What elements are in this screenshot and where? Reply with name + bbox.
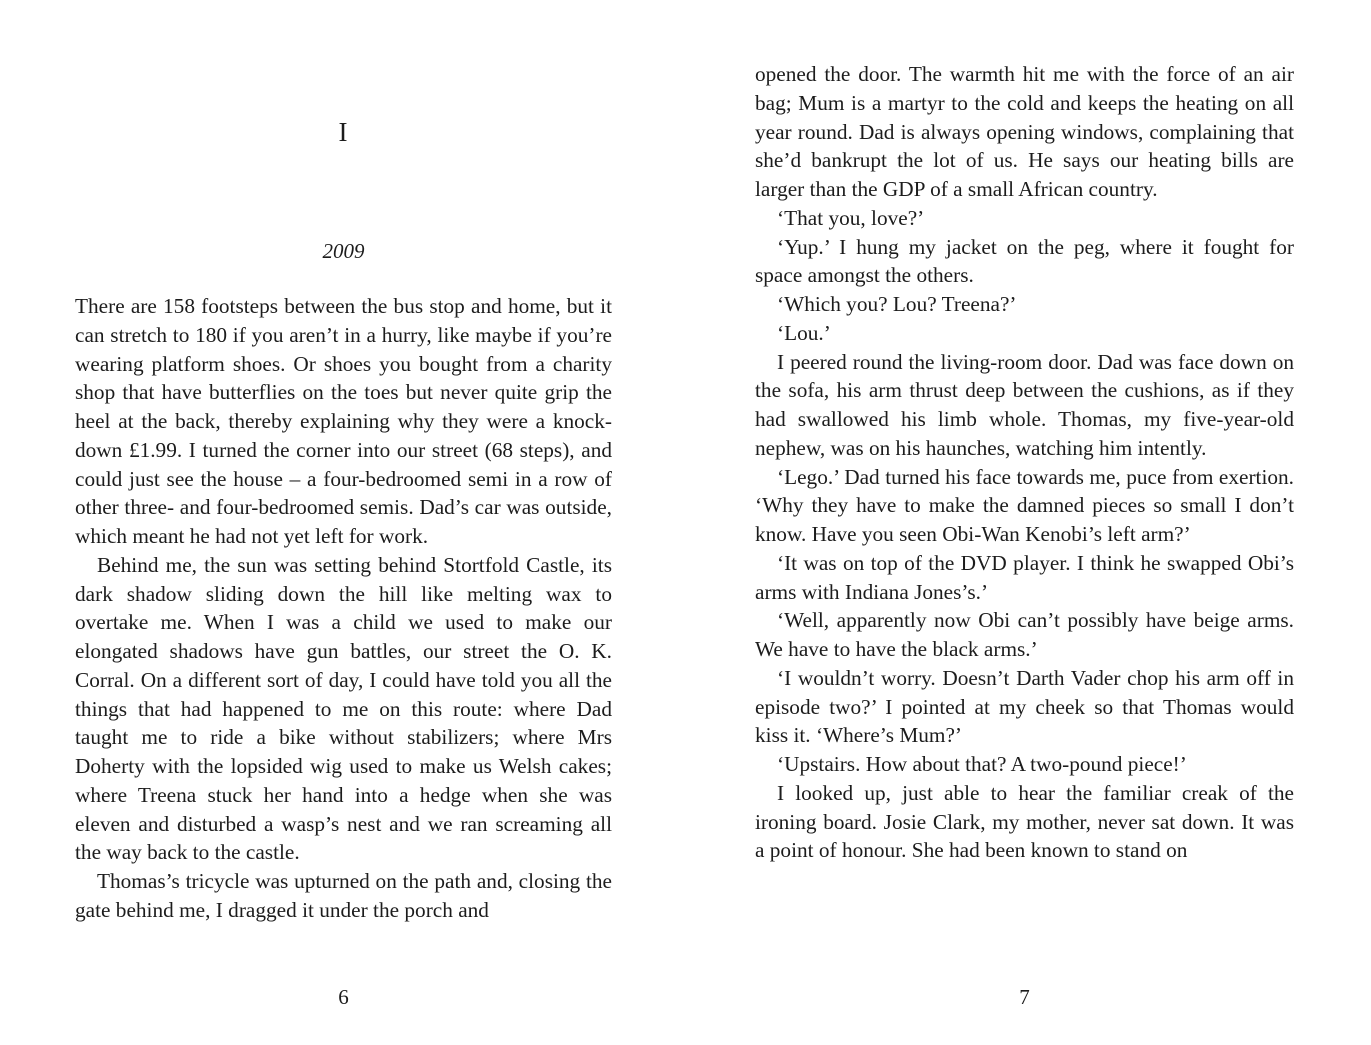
- paragraph: opened the door. The warmth hit me with the force of an air bag; Mum is a martyr to the cold and keeps the heating on all year round. Dad is always opening windows, complaining that she’d bankrupt the lot of us. He says our heating bills are larger than the GDP of a small African country.: [755, 62, 1294, 201]
- paragraph: ‘Which you? Lou? Treena?’: [777, 292, 1017, 316]
- paragraph: ‘Yup.’ I hung my jacket on the peg, where it fought for space amongst the others.: [755, 234, 1294, 288]
- paragraph: ‘Lou.’: [777, 320, 831, 345]
- paragraph: Behind me, the sun was setting behind Stortfold Castle, its dark shadow sliding down the hill like melting wax to overtake me. When I was a child we used to make our elongated shadows have gun battles, our street the O. K. Corral. On a different sort of day, I could have told you all the things that had happened to me on this route: where Dad taught me to ride a bike without stabilizers; where Mrs Doherty with the lopsided wig used to make us Welsh cakes; where Treena stuck her hand into a hedge when she was eleven and disturbed a wasp’s nest and we ran screaming all the way back to the castle.: [75, 552, 612, 865]
- paragraph: ‘It was on top of the DVD player. I think he swapped Obi’s arms with Indiana Jones’s.’: [755, 550, 1294, 604]
- paragraph: There are 158 footsteps between the bus stop and home, but it can stretch to 180 if you aren’t in a hurry, like maybe if you’re wearing platform shoes. Or shoes you bought from a charity shop that have butterflies on the toes but never quite grip the heel at the back, thereby explaining why they were a knock-down £1.99. I turned the corner into our street (68 steps), and could just see the house – a four-bedroomed semi in a row of other three- and four-bedroomed semis. Dad’s car was outside, which meant he had not yet left for work.: [75, 294, 612, 548]
- paragraph: ‘Upstairs. How about that? A two-pound piece!’: [777, 752, 1187, 776]
- paragraph: ‘That you, love?’: [777, 205, 925, 230]
- paragraph: I looked up, just able to hear the familiar creak of the ironing board. Josie Clark, my mother, never sat down. It was a point of honour. She had been known to stand on: [755, 780, 1294, 863]
- page-number-left: 6: [338, 985, 349, 1009]
- page-number-right: 7: [1019, 985, 1030, 1009]
- right-page: [755, 0, 1294, 1045]
- left-page-body: [75, 292, 612, 925]
- paragraph: ‘Lego.’ Dad turned his face towards me, puce from exertion. ‘Why they have to make the damned pieces so small I don’t know. Have you seen Obi-Wan Kenobi’s left arm?’: [755, 464, 1294, 546]
- left-page: [75, 0, 612, 1045]
- paragraph: ‘Well, apparently now Obi can’t possibly have beige arms. We have to have the black arms.’: [755, 608, 1294, 661]
- right-page-body: [755, 60, 1294, 865]
- chapter-year: 2009: [322, 239, 365, 263]
- chapter-number: I: [338, 117, 349, 147]
- paragraph: Thomas’s tricycle was upturned on the path and, closing the gate behind me, I dragged it under the porch and: [75, 869, 612, 922]
- paragraph: ‘I wouldn’t worry. Doesn’t Darth Vader chop his arm off in episode two?’ I pointed at my cheek so that Thomas would kiss it. ‘Where’s Mum?’: [755, 665, 1294, 748]
- paragraph: I peered round the living-room door. Dad was face down on the sofa, his arm thrust deep between the cushions, as if they had swallowed his limb whole. Thomas, my five-year-old nephew, was on his haunches, watching him intently.: [755, 349, 1294, 460]
